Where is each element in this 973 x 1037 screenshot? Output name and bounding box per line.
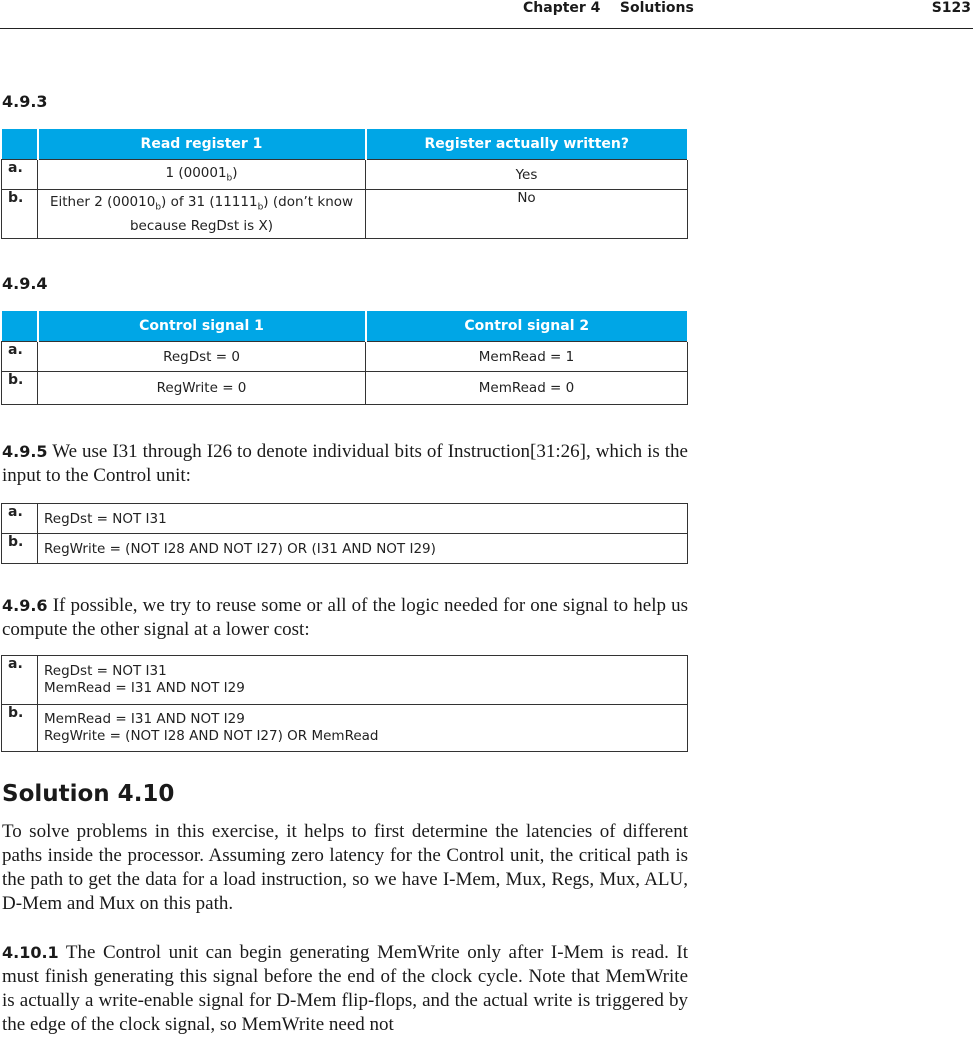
solution-intro: To solve problems in this exercise, it helps to first determine the latencies of different paths inside the processor. Assuming zero latency for the Control unit, the critical path is the path to get the data for a load instruction, so we have I-Mem, Mux, Regs, Mux, ALU, D-Mem and Mux on this path. bbox=[2, 821, 688, 914]
table-header-cell: Read register 1 bbox=[38, 129, 366, 160]
table-header-blank bbox=[2, 311, 38, 342]
table-header-cell: Register actually written? bbox=[366, 129, 688, 160]
table-4-9-5 bbox=[1, 503, 688, 564]
table-header-row bbox=[2, 129, 688, 160]
paragraph-4-9-5 bbox=[2, 440, 688, 488]
formula-line: RegDst = NOT I31 bbox=[44, 663, 167, 679]
paragraph-text: We use I31 through I26 to denote individual bits of Instruction[31:26], which is the input to the Control unit: bbox=[2, 441, 688, 486]
table-cell: RegWrite = (NOT I28 AND NOT I27) OR (I31 AND NOT I29) bbox=[38, 534, 688, 564]
table-row bbox=[2, 372, 688, 405]
table-4-9-4 bbox=[1, 311, 688, 405]
row-label: b. bbox=[2, 372, 38, 405]
chapter-title: Chapter 4 Solutions bbox=[523, 0, 694, 16]
table-4-9-6 bbox=[1, 655, 688, 752]
running-head bbox=[0, 0, 973, 29]
table-row bbox=[2, 160, 688, 190]
table-cell: RegDst = 0 bbox=[38, 342, 366, 372]
table-cell: MemRead = 1 bbox=[366, 342, 688, 372]
formula-line: MemRead = I31 AND NOT I29 bbox=[44, 711, 245, 727]
table-cell: Yes bbox=[366, 160, 688, 190]
table-header-cell: Control signal 2 bbox=[366, 311, 688, 342]
row-label: a. bbox=[2, 504, 38, 534]
row-label: b. bbox=[2, 190, 38, 239]
section-heading-4-9-5: 4.9.5 bbox=[2, 442, 48, 461]
table-header-blank bbox=[2, 129, 38, 160]
formula-line: RegWrite = (NOT I28 AND NOT I27) OR MemRead bbox=[44, 728, 379, 744]
paragraph-4-9-6 bbox=[2, 594, 688, 642]
table-cell bbox=[38, 705, 688, 752]
table-row bbox=[2, 342, 688, 372]
table-cell: No bbox=[366, 190, 688, 239]
table-header-row bbox=[2, 311, 688, 342]
table-cell: MemRead = 0 bbox=[366, 372, 688, 405]
page-number: S123 bbox=[931, 0, 971, 16]
table-row bbox=[2, 705, 688, 752]
table-cell: RegWrite = 0 bbox=[38, 372, 366, 405]
table-cell: Either 2 $(00010_b)$ of 31 $(11111_b)$ (don’t know because RegDst is X) bbox=[38, 190, 366, 239]
paragraph-text: If possible, we try to reuse some or all of the logic needed for one signal to help us compute the other signal at a lower cost: bbox=[2, 595, 689, 640]
row-label: a. bbox=[2, 160, 38, 190]
paragraph-text: The Control unit can begin generating MemWrite only after I-Mem is read. It must finish generating this signal before the end of the clock cycle. Note that MemWrite is actually a write-enable signal for D-Mem flip-flops, and the actual write is triggered by the edge of the clock signal, so MemWrite need not bbox=[2, 942, 688, 1035]
table-cell: RegDst = NOT I31 bbox=[38, 504, 688, 534]
section-heading-4-9-4: 4.9.4 bbox=[2, 274, 48, 293]
table-row bbox=[2, 190, 688, 239]
row-label: b. bbox=[2, 705, 38, 752]
section-heading-4-9-3: 4.9.3 bbox=[2, 92, 48, 111]
table-row bbox=[2, 656, 688, 705]
table-cell bbox=[38, 656, 688, 705]
row-label: b. bbox=[2, 534, 38, 564]
formula-line: MemRead = I31 AND NOT I29 bbox=[44, 680, 245, 696]
paragraph-4-10-1 bbox=[2, 941, 688, 1037]
table-4-9-3 bbox=[1, 129, 688, 239]
section-heading-4-10-1: 4.10.1 bbox=[2, 943, 59, 962]
row-label: a. bbox=[2, 656, 38, 705]
table-row bbox=[2, 534, 688, 564]
row-label: a. bbox=[2, 342, 38, 372]
table-row bbox=[2, 504, 688, 534]
table-header-cell: Control signal 1 bbox=[38, 311, 366, 342]
section-heading-4-9-6: 4.9.6 bbox=[2, 596, 48, 615]
table-cell: 1 $(00001_b)$ bbox=[38, 160, 366, 190]
solution-title: Solution 4.10 bbox=[2, 781, 175, 807]
